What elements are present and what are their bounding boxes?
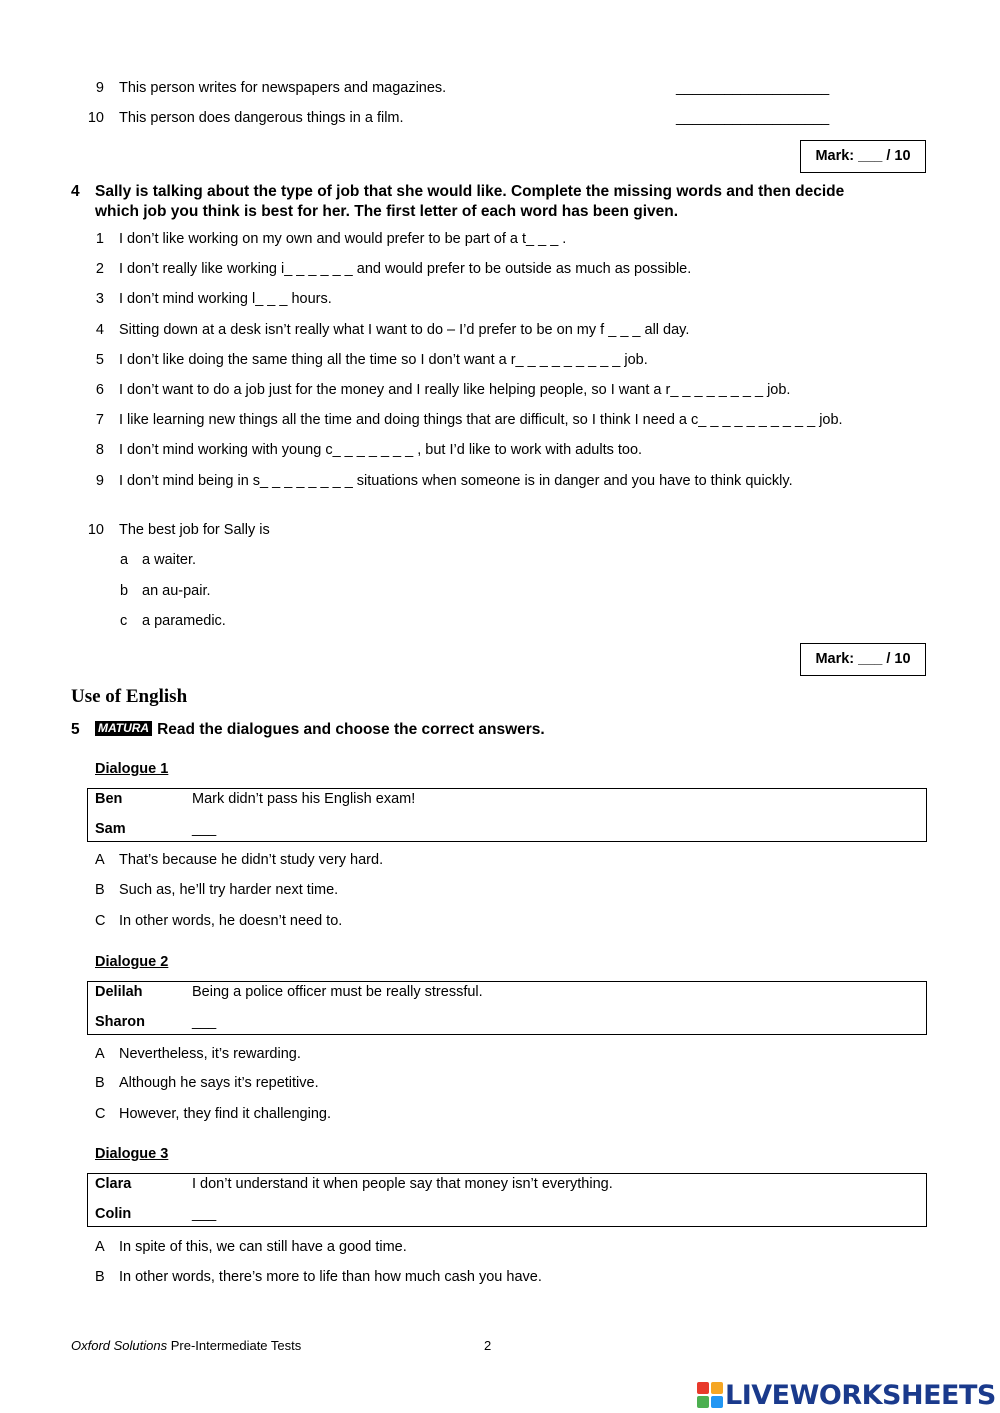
item-number: 6 [95, 382, 104, 398]
mark-box[interactable]: Mark: ___ / 10 [800, 140, 926, 173]
item-text[interactable]: I don’t like doing the same thing all the time so I don’t want a r_ _ _ _ _ _ _ _ _ job. [119, 352, 648, 368]
dialogue-box [87, 788, 927, 842]
option-letter: c [120, 613, 128, 629]
mark-box[interactable]: Mark: ___ / 10 [800, 643, 926, 676]
option-text: However, they find it challenging. [119, 1106, 331, 1122]
option-text: That’s because he didn’t study very hard. [119, 852, 384, 868]
option-text: a paramedic. [142, 613, 226, 629]
item-text[interactable]: I don’t mind being in s_ _ _ _ _ _ _ _ situations when someone is in danger and you have to think quickly. [119, 473, 793, 489]
item-number: 9 [95, 80, 104, 96]
liveworksheets-logo[interactable] [697, 1378, 996, 1412]
question-instruction-line1: Sally is talking about the type of job that she would like. Complete the missing words and then decide [95, 183, 845, 200]
option-letter: B [95, 1269, 105, 1285]
dialogue-line: Mark didn’t pass his English exam! [192, 791, 416, 807]
matura-badge: MATURA [95, 721, 152, 736]
item-number: 8 [95, 442, 104, 458]
question5-instruction-row [95, 720, 545, 740]
item-text: This person writes for newspapers and magazines. [119, 80, 447, 96]
liveworksheets-logo-icon [697, 1382, 723, 1408]
item-number: 4 [95, 322, 104, 338]
option-letter: b [120, 583, 129, 599]
question-number: 4 [71, 183, 80, 200]
item-number: 2 [95, 261, 104, 277]
speaker-name: Sharon [95, 1014, 145, 1030]
answer-blank[interactable]: ___________________ [676, 110, 830, 126]
option-text: In other words, there’s more to life than how much cash you have. [119, 1269, 542, 1285]
option-letter: C [95, 913, 106, 929]
option-letter: B [95, 1075, 105, 1091]
page-number: 2 [484, 1338, 492, 1353]
item-number: 5 [95, 352, 104, 368]
option-text: an au-pair. [142, 583, 211, 599]
item-text: The best job for Sally is [119, 522, 270, 538]
answer-gap[interactable]: ___ [192, 1206, 217, 1222]
item-number: 10 [87, 110, 104, 126]
item-number: 3 [95, 291, 104, 307]
option-letter: B [95, 882, 105, 898]
dialogue-box [87, 1173, 927, 1227]
item-text[interactable]: I don’t like working on my own and would prefer to be part of a t_ _ _ . [119, 231, 567, 247]
speaker-name: Colin [95, 1206, 132, 1222]
section-title: Use of English [71, 686, 188, 707]
answer-blank[interactable]: ___________________ [676, 80, 830, 96]
option-text: In spite of this, we can still have a good time. [119, 1239, 407, 1255]
footer-book-rest: Pre-Intermediate Tests [167, 1338, 302, 1353]
speaker-name: Ben [95, 791, 123, 807]
question-instruction: Read the dialogues and choose the correct answers. [157, 721, 545, 738]
item-text[interactable]: I like learning new things all the time and doing things that are difficult, so I think I need a c_ _ _ _ _ _ _ _ _ _ job. [119, 412, 843, 428]
logo-text: LIVEWORKSHEETS [725, 1379, 996, 1411]
option-text: In other words, he doesn’t need to. [119, 913, 343, 929]
answer-gap[interactable]: ___ [192, 1014, 217, 1030]
dialogue-line: I don’t understand it when people say that money isn’t everything. [192, 1176, 613, 1192]
item-text: This person does dangerous things in a film. [119, 110, 404, 126]
item-text[interactable]: I don’t mind working with young c_ _ _ _ _ _ _ , but I’d like to work with adults too. [119, 442, 643, 458]
speaker-name: Sam [95, 821, 126, 837]
footer-book-title [71, 1338, 301, 1353]
speaker-name: Delilah [95, 984, 143, 1000]
dialogue-title: Dialogue 1 [95, 761, 169, 777]
dialogue-line: Being a police officer must be really stressful. [192, 984, 483, 1000]
option-text: Although he says it’s repetitive. [119, 1075, 319, 1091]
dialogue-title: Dialogue 2 [95, 954, 169, 970]
question-number: 5 [71, 721, 80, 738]
speaker-name: Clara [95, 1176, 132, 1192]
item-number: 7 [95, 412, 104, 428]
item-text[interactable]: I don’t mind working l_ _ _ hours. [119, 291, 332, 307]
option-text: Nevertheless, it’s rewarding. [119, 1046, 301, 1062]
option-text: Such as, he’ll try harder next time. [119, 882, 339, 898]
item-number: 1 [95, 231, 104, 247]
option-text: a waiter. [142, 552, 196, 568]
item-text[interactable]: I don’t really like working i_ _ _ _ _ _ and would prefer to be outside as much as possible. [119, 261, 692, 277]
footer-book-italic: Oxford Solutions [71, 1338, 168, 1353]
dialogue-title: Dialogue 3 [95, 1146, 169, 1162]
item-text[interactable]: I don’t want to do a job just for the money and I really like helping people, so I want a r_ _ _ _ _ _ _ _ job. [119, 382, 791, 398]
dialogue-box [87, 981, 927, 1035]
question-instruction-line2: which job you think is best for her. The first letter of each word has been given. [95, 203, 679, 220]
answer-gap[interactable]: ___ [192, 821, 217, 837]
option-letter: A [95, 852, 105, 868]
option-letter: C [95, 1106, 106, 1122]
item-text[interactable]: Sitting down at a desk isn’t really what I want to do – I’d prefer to be on my f _ _ _ all day. [119, 322, 690, 338]
option-letter: A [95, 1046, 105, 1062]
item-number: 10 [87, 522, 104, 538]
option-letter: a [120, 552, 129, 568]
item-number: 9 [95, 473, 104, 489]
option-letter: A [95, 1239, 105, 1255]
